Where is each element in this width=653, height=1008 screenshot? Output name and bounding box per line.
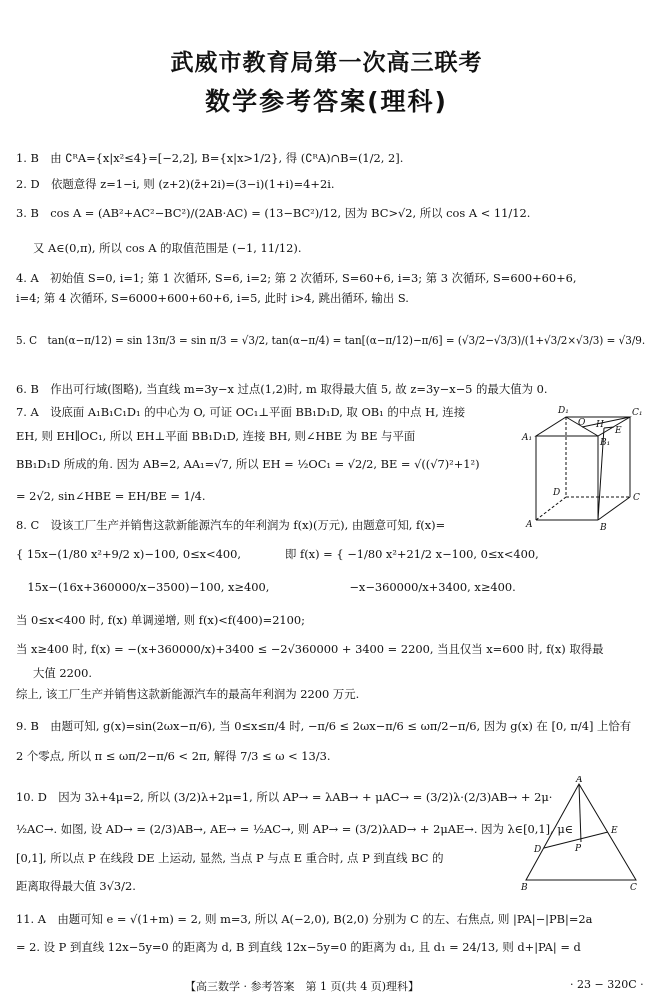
- label-C: C: [633, 493, 640, 503]
- answer-5: 5. C tan(α−π/12) = sin 13π/3 = sin π/3 = √3/2, tan(α−π/4) = tan[(α−π/12)−π/6] = (√3/2−√3/3)/(1+√3/2×√3/3) = √3/9.: [16, 333, 646, 347]
- answer-2: 2. D 依题意得 z=1−i, 则 (z+2)(z̄+2i)=(3−i)(1+i)=4+2i.: [16, 177, 335, 191]
- label-point-D: D: [534, 845, 542, 855]
- answer-7-cont1: EH, 则 EH∥OC₁, 所以 EH⊥平面 BB₁D₁D, 连接 BH, 则∠HBE 为 BE 与平面: [16, 429, 416, 443]
- label-vertex-C: C: [630, 883, 637, 892]
- answer-4-cont: i=4; 第 4 次循环, S=6000+600+60+6, i=5, 此时 i>4, 跳出循环, 输出 S.: [16, 291, 409, 305]
- answer-4: 4. A 初始值 S=0, i=1; 第 1 次循环, S=6, i=2; 第 2 次循环, S=60+6, i=3; 第 3 次循环, S=600+60+6,: [16, 271, 577, 285]
- page-subtitle: 数学参考答案(理科): [205, 87, 448, 116]
- label-B1: B₁: [600, 438, 611, 448]
- answer-11: 11. A 由题可知 e = √(1+m) = 2, 则 m=3, 所以 A(−2,0), B(2,0) 分别为 C 的左、右焦点, 则 |PA|−|PB|=2a: [16, 912, 593, 926]
- label-O: O: [578, 418, 586, 428]
- answer-7-cont2: BB₁D₁D 所成的角. 因为 AB=2, AA₁=√7, 所以 EH = ½OC₁ = √2/2, BE = √((√7)²+1²): [16, 457, 480, 471]
- label-A: A: [526, 520, 533, 530]
- answer-8-step2: 当 x≥400 时, f(x) = −(x+360000/x)+3400 ≤ −2√360000 + 3400 = 2200, 当且仅当 x=600 时, f(x) 取得最: [16, 642, 604, 656]
- label-C1: C₁: [632, 408, 643, 418]
- footer-page-info: 【高三数学 · 参考答案 第 1 页(共 4 页)理科】: [185, 980, 420, 993]
- answer-8: 8. C 设该工厂生产并销售这款新能源汽车的年利润为 f(x)(万元), 由题意可知, f(x)=: [16, 518, 446, 532]
- answer-10-cont2: [0,1], 所以点 P 在线段 DE 上运动, 显然, 当点 P 与点 E 重合时, 点 P 到直线 BC 的: [16, 851, 444, 865]
- answer-10-cont1: ½AC→. 如图, 设 AD→ = (2/3)AB→, AE→ = ½AC→, 则 AP→ = (3/2)λAD→ + 2μAE→. 因为 λ∈[0,1], μ∈: [16, 822, 574, 836]
- answer-3: 3. B cos A = (AB²+AC²−BC²)/(2AB·AC) = (13−BC²)/12, 因为 BC>√2, 所以 cos A < 11/12.: [16, 206, 531, 220]
- answer-10-cont3: 距离取得最大值 3√3/2.: [16, 879, 136, 893]
- answer-7-cont3: = 2√2, sin∠HBE = EH/BE = 1/4.: [16, 489, 206, 503]
- answer-9-cont: 2 个零点, 所以 π ≤ ωπ/2−π/6 < 2π, 解得 7/3 ≤ ω < 13/3.: [16, 749, 331, 763]
- label-D: D: [553, 488, 561, 498]
- label-A1: A₁: [522, 433, 533, 443]
- page-title: 武威市教育局第一次高三联考: [170, 50, 483, 76]
- label-point-E: E: [611, 826, 618, 836]
- answer-8-simplified2: −x−360000/x+3400, x≥400.: [338, 580, 516, 594]
- label-point-P: P: [575, 844, 582, 854]
- label-H: H: [596, 420, 604, 430]
- footer-code: · 23 − 320C ·: [570, 978, 644, 991]
- answer-7: 7. A 设底面 A₁B₁C₁D₁ 的中心为 O, 可证 OC₁⊥平面 BB₁D₁D, 取 OB₁ 的中点 H, 连接: [16, 405, 466, 419]
- label-apex-A: A: [576, 776, 583, 785]
- answer-8-case2: 15x−(16x+360000/x−3500)−100, x≥400,: [16, 580, 270, 594]
- answer-6: 6. B 作出可行域(图略), 当直线 m=3y−x 过点(1,2)时, m 取得最大值 5, 故 z=3y−x−5 的最大值为 0.: [16, 382, 548, 396]
- answer-1: 1. B 由 ∁ᴿA={x|x²≤4}=[−2,2], B={x|x>1/2}, 得 (∁ᴿA)∩B=(1/2, 2].: [16, 151, 404, 165]
- answer-8-case1: { 15x−(1/80 x²+9/2 x)−100, 0≤x<400,: [16, 547, 241, 561]
- answer-8-step2-cont: 大值 2200.: [33, 666, 93, 680]
- answer-8-simplified1: 即 f(x) = { −1/80 x²+21/2 x−100, 0≤x<400,: [285, 547, 539, 561]
- answer-11-cont: = 2. 设 P 到直线 12x−5y=0 的距离为 d, B 到直线 12x−5y=0 的距离为 d₁, 且 d₁ = 24/13, 则 d+|PA| = d: [16, 940, 581, 954]
- answer-8-step1: 当 0≤x<400 时, f(x) 单调递增, 则 f(x)<f(400)=2100;: [16, 613, 306, 627]
- answer-3-cont: 又 A∈(0,π), 所以 cos A 的取值范围是 (−1, 11/12).: [33, 241, 302, 255]
- cuboid-figure: [520, 400, 645, 530]
- label-D1: D₁: [558, 406, 569, 416]
- triangle-figure: [518, 776, 643, 892]
- answer-9: 9. B 由题可知, g(x)=sin(2ωx−π/6), 当 0≤x≤π/4 时, −π/6 ≤ 2ωx−π/6 ≤ ωπ/2−π/6, 因为 g(x) 在 [0, π/4] 上恰有: [16, 719, 632, 733]
- label-vertex-B: B: [521, 883, 528, 892]
- label-B: B: [600, 523, 607, 530]
- answer-10: 10. D 因为 3λ+4μ=2, 所以 (3/2)λ+2μ=1, 所以 AP→ = λAB→ + μAC→ = (3/2)λ·(2/3)AB→ + 2μ·: [16, 790, 553, 804]
- answer-8-conclusion: 综上, 该工厂生产并销售这款新能源汽车的最高年利润为 2200 万元.: [16, 687, 360, 701]
- label-E: E: [615, 426, 622, 436]
